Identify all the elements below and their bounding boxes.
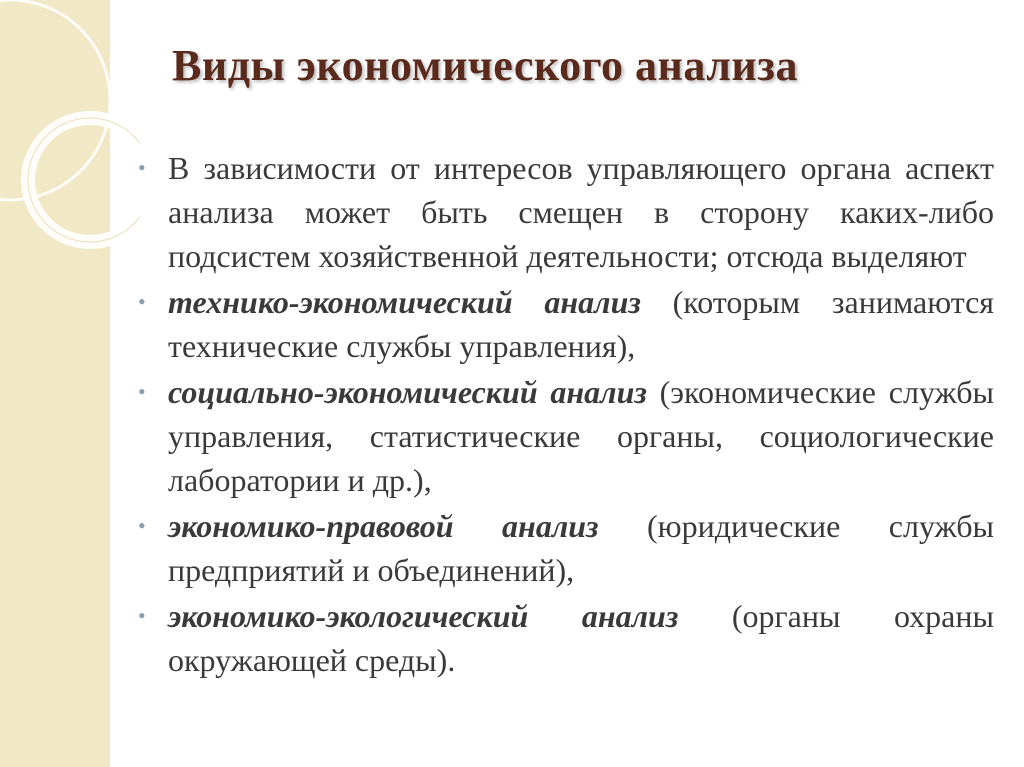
- bullet-item-technical: [138, 280, 994, 368]
- bullet-dot-icon: •: [138, 155, 146, 180]
- bullet-text: (которым занимаются технические службы управления),: [168, 284, 994, 364]
- bullet-item-social: [138, 370, 995, 502]
- bullet-text: В зависимости от интересов управляющего органа аспект анализа может быть смещен в сторону каких-либо подсистем хозяйственной деятельности; отсюда выделяют: [168, 150, 994, 274]
- bullet-dot-icon: •: [138, 379, 146, 404]
- bullet-item-intro: [138, 146, 994, 278]
- bullet-list: [138, 146, 995, 682]
- bullet-dot-icon: •: [138, 513, 146, 538]
- bullet-term: социально-экономический анализ: [168, 374, 647, 410]
- slide-title: Виды экономического анализа: [172, 41, 798, 90]
- bullet-term: экономико-экологический анализ: [168, 598, 679, 634]
- bullet-item-legal: [138, 504, 994, 592]
- bullet-term: экономико-правовой анализ: [168, 508, 599, 544]
- bullet-term: технико-экономический анализ: [168, 284, 641, 320]
- bullet-text: (органы охраны окружающей среды).: [168, 598, 995, 678]
- bullet-dot-icon: •: [138, 603, 146, 628]
- bullet-text: (экономические службы управления, статистические органы, социологические лаборатории и др.),: [168, 374, 995, 498]
- bullet-item-ecological: [138, 594, 995, 682]
- bullet-text: (юридические службы предприятий и объединений),: [168, 508, 994, 588]
- bullet-dot-icon: •: [138, 289, 146, 314]
- decorative-circles: [0, 0, 140, 300]
